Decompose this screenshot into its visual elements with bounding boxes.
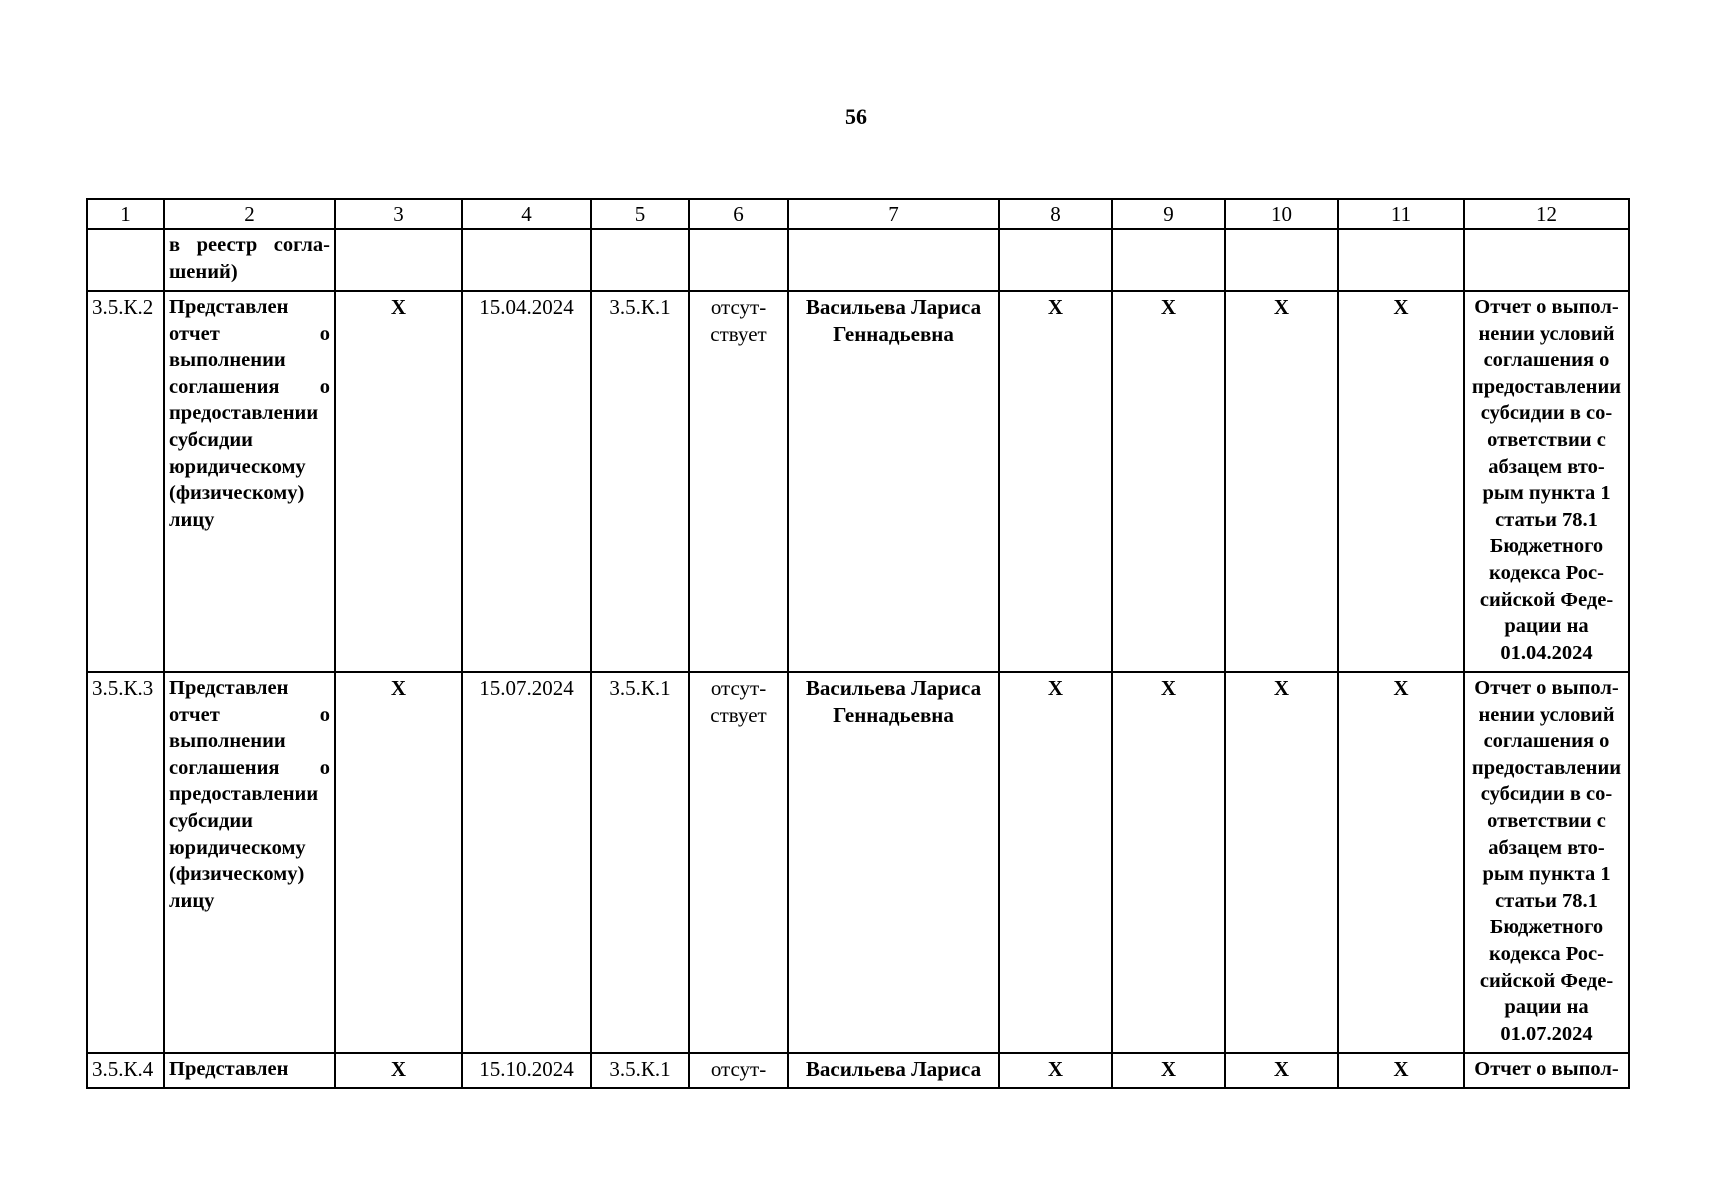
cell-col6: отсут- <box>689 1053 788 1088</box>
column-header-2: 2 <box>164 199 335 229</box>
cell-col6: отсут-ствует <box>689 672 788 1053</box>
cell-empty <box>999 229 1112 291</box>
column-header-12: 12 <box>1464 199 1629 229</box>
cell-col3: X <box>335 291 462 672</box>
cell-empty <box>788 229 999 291</box>
cell-empty <box>462 229 591 291</box>
cell-code: 3.5.К.2 <box>87 291 164 672</box>
cell-empty <box>335 229 462 291</box>
column-header-5: 5 <box>591 199 689 229</box>
schedule-table <box>86 198 1630 1089</box>
cell-col9: X <box>1112 291 1225 672</box>
cell-empty <box>1112 229 1225 291</box>
table-row <box>87 1053 1629 1088</box>
cell-empty <box>591 229 689 291</box>
cell-date: 15.04.2024 <box>462 291 591 672</box>
cell-col9: X <box>1112 1053 1225 1088</box>
cell-empty <box>689 229 788 291</box>
cell-description: Представлен отчет о выполнении соглашения о предоставлении субсидии юридическому (физическому) лицу <box>164 291 335 672</box>
cell-col11: X <box>1338 291 1464 672</box>
table-row-continuation <box>87 229 1629 291</box>
header-row <box>87 199 1629 229</box>
table-row <box>87 672 1629 1053</box>
cell-col6: отсут-ствует <box>689 291 788 672</box>
cell-ref: 3.5.К.1 <box>591 291 689 672</box>
column-header-4: 4 <box>462 199 591 229</box>
cell-description: Представлен отчет о выполнении соглашения о предоставлении субсидии юридическому (физическому) лицу <box>164 672 335 1053</box>
column-header-11: 11 <box>1338 199 1464 229</box>
cell-document: Отчет о выпол- <box>1464 1053 1629 1088</box>
cell-col11: X <box>1338 1053 1464 1088</box>
cell-col9: X <box>1112 672 1225 1053</box>
cell-col3: X <box>335 672 462 1053</box>
cell-code <box>87 229 164 291</box>
column-header-10: 10 <box>1225 199 1338 229</box>
cell-col3: X <box>335 1053 462 1088</box>
cell-col10: X <box>1225 672 1338 1053</box>
column-header-1: 1 <box>87 199 164 229</box>
cell-description: Представлен <box>164 1053 335 1088</box>
cell-col8: X <box>999 291 1112 672</box>
cell-date: 15.07.2024 <box>462 672 591 1053</box>
cell-ref: 3.5.К.1 <box>591 1053 689 1088</box>
cell-col11: X <box>1338 672 1464 1053</box>
cell-date: 15.10.2024 <box>462 1053 591 1088</box>
cell-code: 3.5.К.3 <box>87 672 164 1053</box>
cell-description: в реестр согла-шений) <box>164 229 335 291</box>
cell-col8: X <box>999 1053 1112 1088</box>
cell-responsible: Васильева Лариса <box>788 1053 999 1088</box>
cell-empty <box>1225 229 1338 291</box>
column-header-8: 8 <box>999 199 1112 229</box>
cell-document: Отчет о выпол-нении условий соглашения о предоставлении субсидии в со-ответствии с абзацем вто-рым пункта 1 статьи 78.1 Бюджетного кодекса Рос-сийской Феде-рации на 01.04.2024 <box>1464 291 1629 672</box>
cell-document: Отчет о выпол-нении условий соглашения о предоставлении субсидии в со-ответствии с абзацем вто-рым пункта 1 статьи 78.1 Бюджетного кодекса Рос-сийской Феде-рации на 01.07.2024 <box>1464 672 1629 1053</box>
cell-responsible: Васильева Лариса Геннадьевна <box>788 672 999 1053</box>
cell-col10: X <box>1225 1053 1338 1088</box>
cell-empty <box>1464 229 1629 291</box>
cell-col10: X <box>1225 291 1338 672</box>
column-header-7: 7 <box>788 199 999 229</box>
column-header-6: 6 <box>689 199 788 229</box>
column-header-9: 9 <box>1112 199 1225 229</box>
table-row <box>87 291 1629 672</box>
cell-code: 3.5.К.4 <box>87 1053 164 1088</box>
cell-ref: 3.5.К.1 <box>591 672 689 1053</box>
page-number: 56 <box>845 104 867 129</box>
cell-empty <box>1338 229 1464 291</box>
cell-responsible: Васильева Лариса Геннадьевна <box>788 291 999 672</box>
cell-col8: X <box>999 672 1112 1053</box>
column-header-3: 3 <box>335 199 462 229</box>
